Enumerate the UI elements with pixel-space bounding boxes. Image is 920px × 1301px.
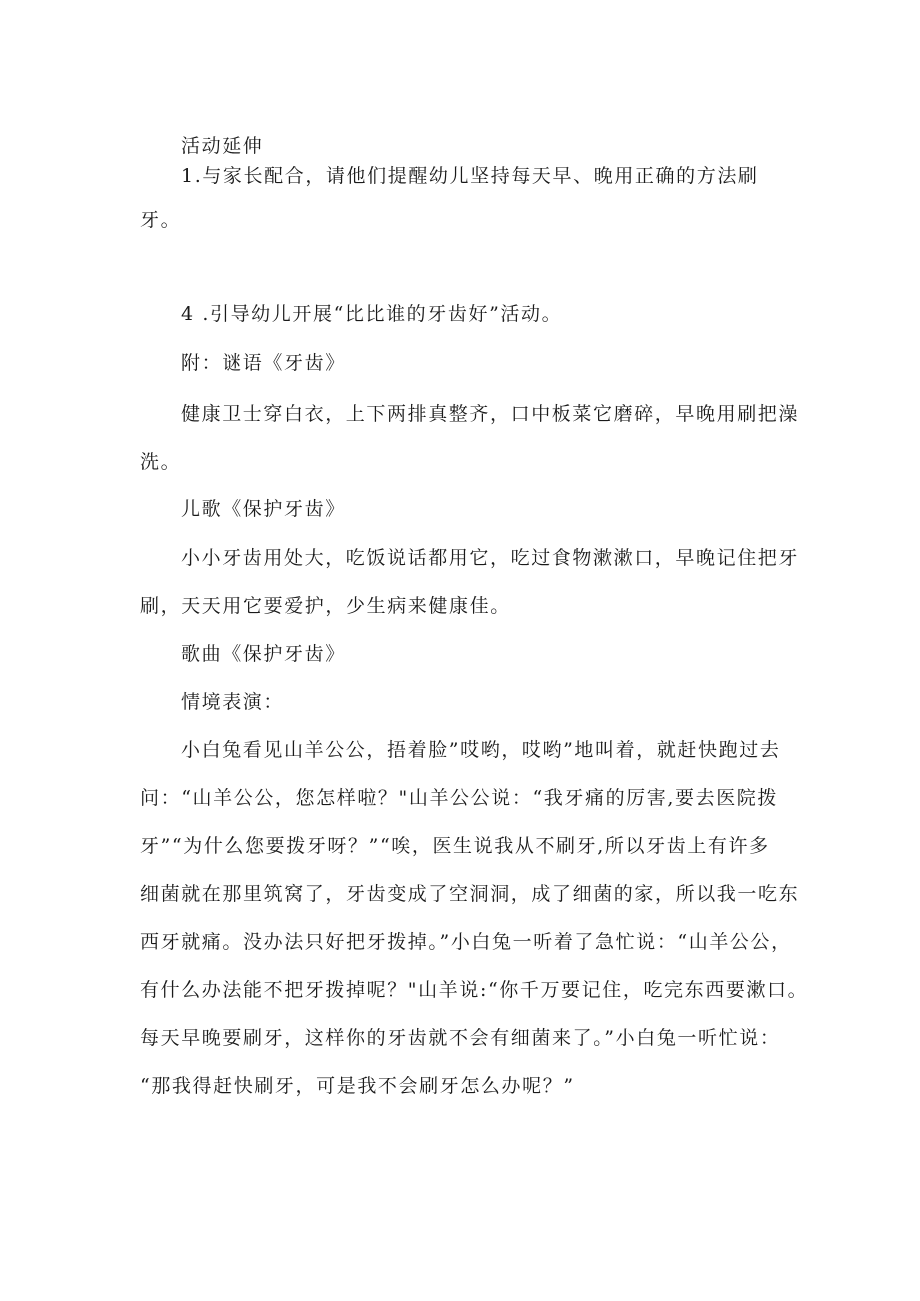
paragraph-line: 洗。 [140, 451, 182, 473]
paragraph-line: 4 .引导幼儿开展“比比谁的牙齿好”活动。 [181, 303, 563, 325]
nursery-rhyme-heading: 儿歌《保护牙齿》 [181, 498, 346, 520]
paragraph-line: 有什么办法能不把牙拨掉呢？"山羊说:“你千万要记住，吃完东西要漱口。 [140, 979, 809, 1001]
paragraph-line: “那我得赶快刷牙，可是我不会刷牙怎么办呢？” [140, 1075, 575, 1097]
paragraph-line: 西牙就痛。没办法只好把牙拨掉。”小白兔一听着了急忙说：“山羊公公， [140, 931, 792, 953]
riddle-heading: 附：谜语《牙齿》 [181, 352, 346, 374]
skit-heading: 情境表演： [181, 691, 285, 713]
heading-activity-extension: 活动延伸 [181, 135, 264, 157]
song-heading: 歌曲《保护牙齿》 [181, 643, 346, 665]
paragraph-line: 问：“山羊公公，您怎样啦？"山羊公公说：“我牙痛的厉害,要去医院拨 [140, 787, 779, 809]
paragraph-line: 1.与家长配合，请他们提醒幼儿坚持每天早、晚用正确的方法刷 [181, 165, 759, 187]
paragraph-line: 刷，天天用它要爱护，少生病来健康佳。 [140, 595, 511, 617]
paragraph-line: 小小牙齿用处大，吃饭说话都用它，吃过食物漱漱口，早晚记住把牙 [181, 547, 800, 569]
paragraph-line: 健康卫士穿白衣，上下两排真整齐，口中板菜它磨碎，早晚用刷把澡 [181, 403, 800, 425]
paragraph-line: 细菌就在那里筑窝了，牙齿变成了空洞洞，成了细菌的家，所以我一吃东 [140, 883, 800, 905]
paragraph-line: 牙”“为什么您要拨牙呀？”“唉，医生说我从不刷牙,所以牙齿上有许多 [140, 835, 770, 857]
paragraph-line: 每天早晚要刷牙，这样你的牙齿就不会有细菌来了。”小白兔一听忙说： [140, 1027, 781, 1049]
paragraph-line: 小白兔看见山羊公公，捂着脸”哎哟，哎哟”地叫着，就赶快跑过去 [181, 739, 781, 761]
paragraph-line: 牙。 [140, 209, 182, 231]
